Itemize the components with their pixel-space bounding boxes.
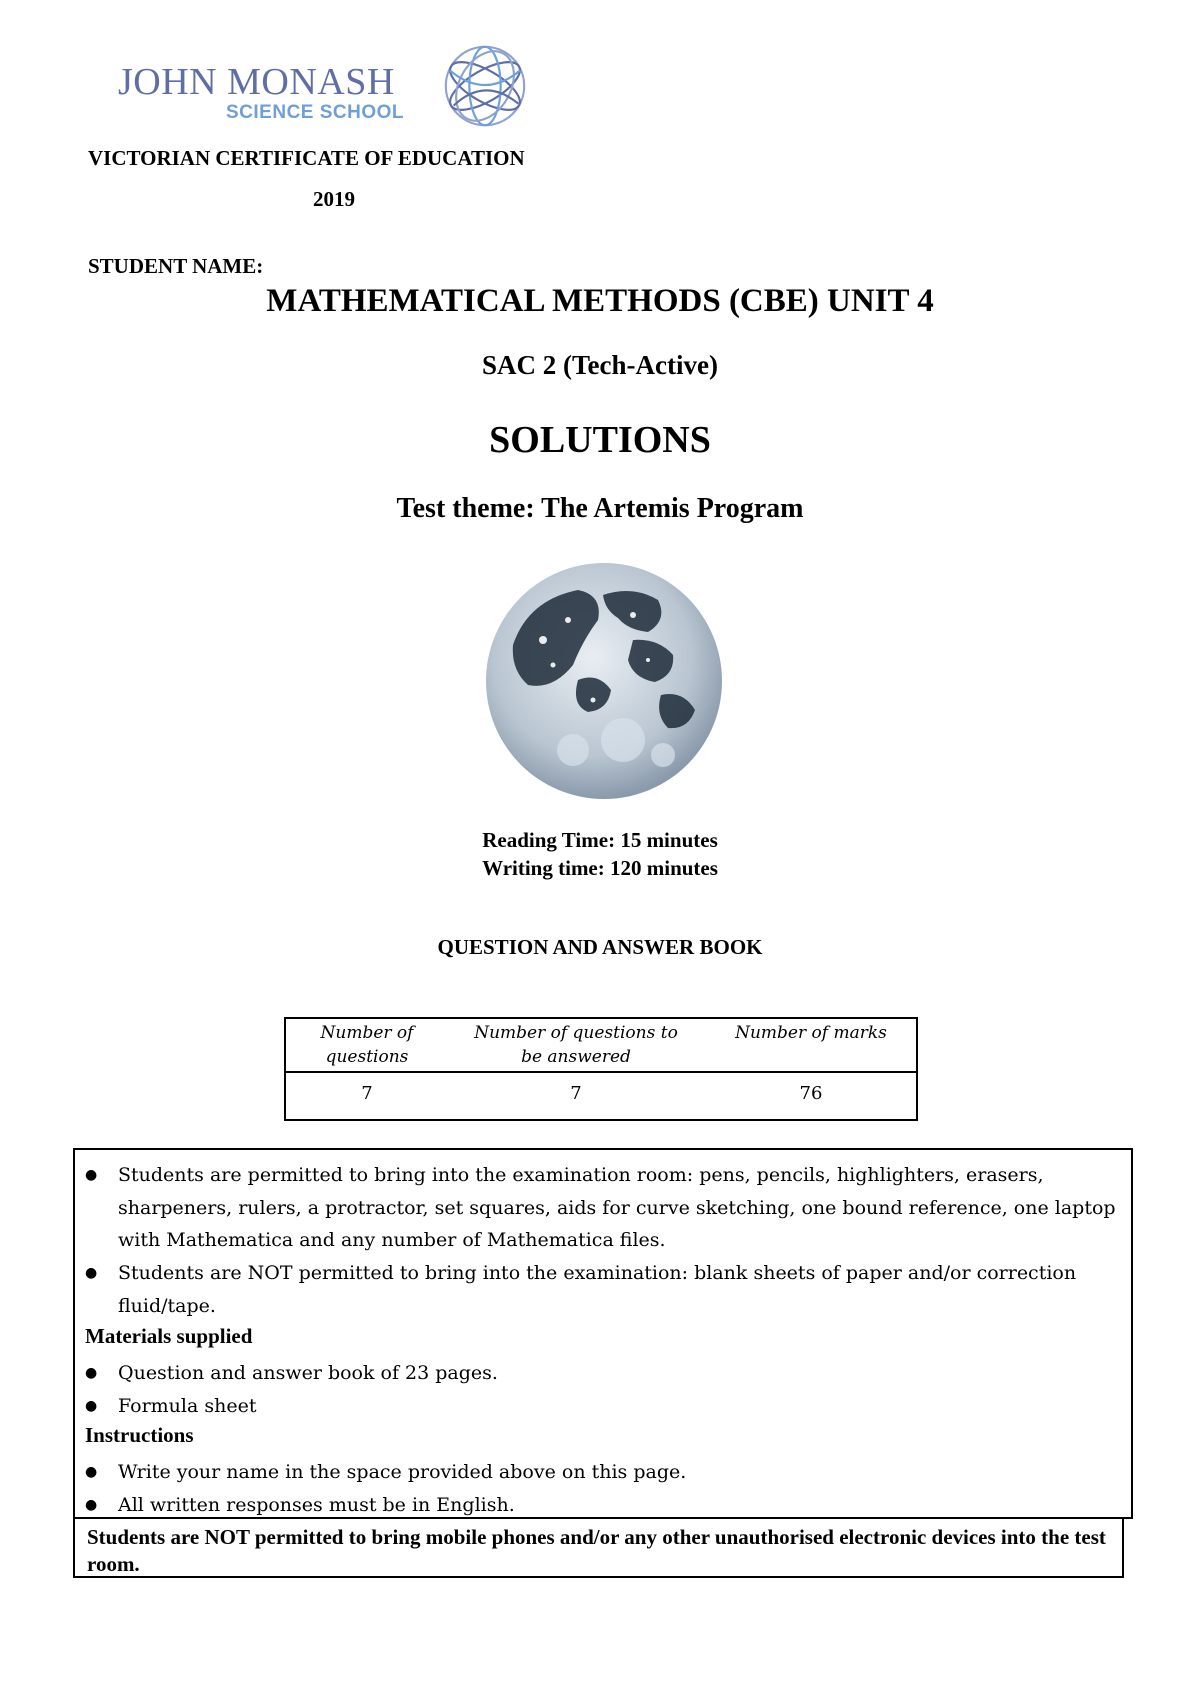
instructions-heading: Instructions (85, 1423, 194, 1447)
question-answer-book-label: QUESTION AND ANSWER BOOK (437, 935, 763, 959)
bullet-icon: ● (85, 1398, 98, 1414)
test-theme: Test theme: The Artemis Program (396, 493, 804, 524)
bullet-icon: ● (85, 1167, 98, 1183)
bullet-icon: ● (85, 1464, 98, 1480)
reading-time: Reading Time: 15 minutes (482, 828, 718, 852)
header-questions-to-answer: Number of questions to be answered (474, 1023, 678, 1067)
year: 2019 (313, 187, 355, 211)
value-number-of-marks: 76 (799, 1083, 823, 1104)
instructions-box (73, 1148, 1133, 1519)
value-questions-to-answer: 7 (570, 1083, 582, 1104)
list-item (85, 1257, 1115, 1322)
bullet-icon: ● (85, 1365, 98, 1381)
material-item: Formula sheet (118, 1395, 257, 1417)
summary-table (284, 1017, 918, 1121)
header-number-of-questions: Number of questions (320, 1023, 414, 1067)
instruction-item: All written responses must be in English. (118, 1494, 515, 1516)
instruction-item: Write your name in the space provided above on this page. (118, 1461, 687, 1483)
not-permitted-items-text: Students are NOT permitted to bring into the examination: blank sheets of paper and/or correction fluid/tape. (118, 1262, 1077, 1317)
school-logo (118, 40, 538, 132)
header-number-of-marks: Number of marks (735, 1023, 887, 1043)
bullet-icon: ● (85, 1265, 98, 1281)
logo-name: JOHN MONASH (118, 61, 395, 103)
logo-subtitle: SCIENCE SCHOOL (226, 102, 405, 123)
bullet-icon: ● (85, 1497, 98, 1513)
list-item (85, 1159, 1115, 1257)
permitted-items-text: Students are permitted to bring into the examination room: pens, pencils, highlighters, erasers, sharpeners, rulers, a protractor, set squares, aids for curve sketching, one bound reference, one laptop with Mathematica and any number of Mathematica files. (118, 1164, 1116, 1251)
warning-box (73, 1517, 1124, 1578)
writing-time: Writing time: 120 minutes (482, 856, 718, 880)
material-item: Question and answer book of 23 pages. (118, 1362, 498, 1384)
moon-image (483, 560, 725, 802)
certificate-title: VICTORIAN CERTIFICATE OF EDUCATION (88, 146, 525, 170)
sac-title: SAC 2 (Tech-Active) (482, 350, 718, 380)
warning-text: Students are NOT permitted to bring mobile phones and/or any other unauthorised electronic devices into the test room. (87, 1525, 1106, 1576)
student-name-label: STUDENT NAME: (88, 254, 264, 278)
solutions-title: SOLUTIONS (489, 419, 711, 461)
materials-heading: Materials supplied (85, 1324, 253, 1348)
globe-logo-icon (436, 40, 534, 132)
value-number-of-questions: 7 (361, 1083, 373, 1104)
subject-title: MATHEMATICAL METHODS (CBE) UNIT 4 (266, 283, 934, 319)
